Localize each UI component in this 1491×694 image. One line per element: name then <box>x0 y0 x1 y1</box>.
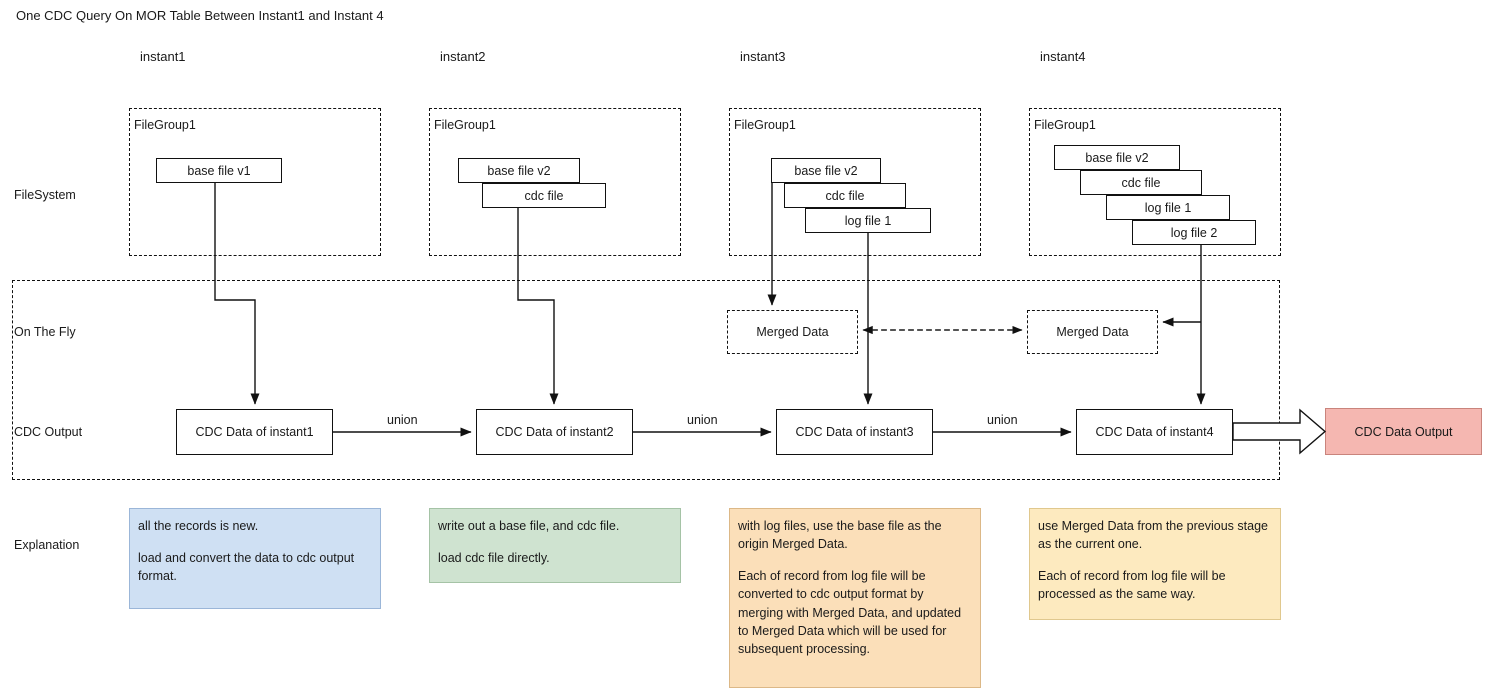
file-cdc-file-instant2: cdc file <box>482 183 606 208</box>
file-log-file-1-instant4: log file 1 <box>1106 195 1230 220</box>
cdc-data-instant1: CDC Data of instant1 <box>176 409 333 455</box>
explanation-instant2-p1: write out a base file, and cdc file. <box>438 519 620 533</box>
cdc-data-instant2: CDC Data of instant2 <box>476 409 633 455</box>
union-label-2: union <box>687 413 718 427</box>
row-label-explanation: Explanation <box>14 538 80 552</box>
union-label-1: union <box>387 413 418 427</box>
filegroup-label-instant1: FileGroup1 <box>134 118 196 132</box>
explanation-instant3 <box>729 508 981 688</box>
explanation-instant2 <box>429 508 681 583</box>
filegroup-label-instant4: FileGroup1 <box>1034 118 1096 132</box>
explanation-instant4-p2: Each of record from log file will be processed as the same way. <box>1038 569 1226 602</box>
explanation-instant4-p1: use Merged Data from the previous stage as the current one. <box>1038 519 1268 552</box>
column-label-instant4: instant4 <box>1040 49 1086 64</box>
cdc-data-output: CDC Data Output <box>1325 408 1482 455</box>
cdc-data-instant4: CDC Data of instant4 <box>1076 409 1233 455</box>
row-label-cdc-output: CDC Output <box>14 425 83 439</box>
row-label-on-the-fly: On The Fly <box>14 325 76 339</box>
page-title: One CDC Query On MOR Table Between Instant1 and Instant 4 <box>16 8 384 23</box>
explanation-instant2-p2: load cdc file directly. <box>438 551 550 566</box>
explanation-instant3-p1: with log files, use the base file as the origin Merged Data. <box>738 519 942 552</box>
filegroup-label-instant2: FileGroup1 <box>434 118 496 132</box>
column-label-instant2: instant2 <box>440 49 486 64</box>
file-cdc-file-instant3: cdc file <box>784 183 906 208</box>
explanation-instant4 <box>1029 508 1281 620</box>
union-label-3: union <box>987 413 1018 427</box>
explanation-instant3-p2: Each of record from log file will be converted to cdc output format by merging with Merged Data, and updated to Merged Data which will be used for subsequent processing. <box>738 569 962 656</box>
merged-data-instant4: Merged Data <box>1027 310 1158 354</box>
file-log-file-2-instant4: log file 2 <box>1132 220 1256 245</box>
column-label-instant1: instant1 <box>140 49 186 64</box>
merged-data-instant3: Merged Data <box>727 310 858 354</box>
file-base-file-v2-instant4: base file v2 <box>1054 145 1180 170</box>
file-log-file-1-instant3: log file 1 <box>805 208 931 233</box>
row-label-filesystem: FileSystem <box>14 188 76 202</box>
column-label-instant3: instant3 <box>740 49 786 64</box>
cdc-data-instant3: CDC Data of instant3 <box>776 409 933 455</box>
file-base-file-v2-instant2: base file v2 <box>458 158 580 183</box>
filegroup-label-instant3: FileGroup1 <box>734 118 796 132</box>
file-cdc-file-instant4: cdc file <box>1080 170 1202 195</box>
file-base-file-v1: base file v1 <box>156 158 282 183</box>
explanation-instant1-p1: all the records is new. <box>138 519 259 533</box>
explanation-instant1 <box>129 508 381 609</box>
file-base-file-v2-instant3: base file v2 <box>771 158 881 183</box>
explanation-instant1-p2: load and convert the data to cdc output format. <box>138 551 355 584</box>
